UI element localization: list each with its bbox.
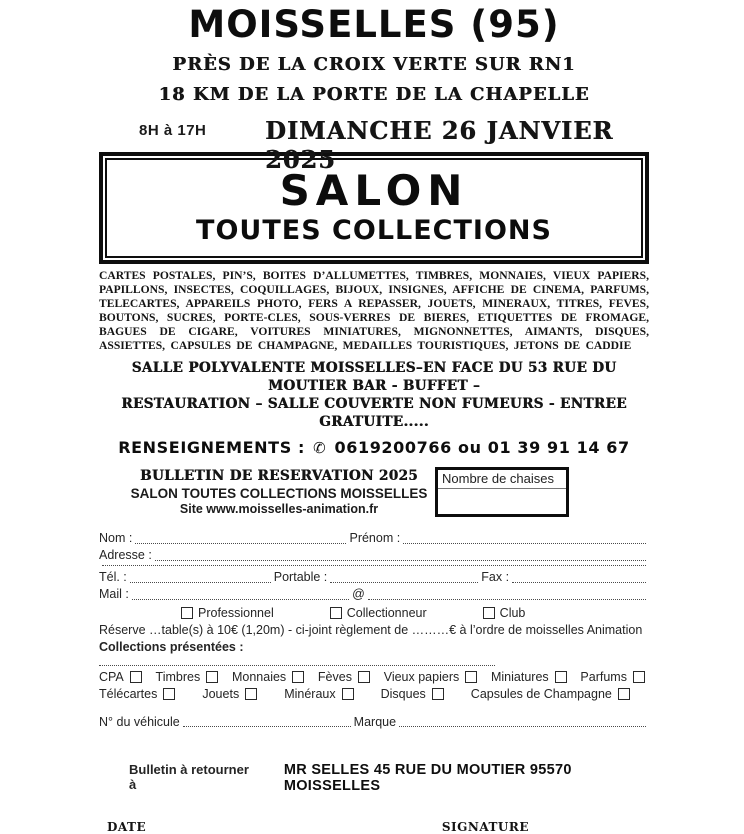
club-option: [483, 605, 526, 621]
cpa-option: [99, 669, 142, 686]
opening-hours: 8H à 17H: [139, 122, 207, 139]
signature-row: [99, 820, 649, 834]
telephone-icon: ✆: [313, 439, 327, 458]
date-label: DATE: [107, 820, 147, 834]
vieux-papiers-option: [384, 669, 478, 686]
collections-fill-line: [99, 656, 495, 666]
dotted-fill-line: [330, 581, 478, 583]
vieux-papiers-checkbox[interactable]: [465, 671, 477, 683]
form-row: [99, 530, 649, 547]
vieux-papiers-label: Vieux papiers: [383, 669, 460, 684]
event-date: DIMANCHE 26 JANVIER 2025: [265, 116, 614, 174]
t-l-cartes-label: Télécartes: [99, 686, 158, 701]
miniatures-checkbox[interactable]: [555, 671, 567, 683]
timbres-label: Timbres: [155, 669, 201, 684]
t-l-cartes-option: [99, 686, 175, 703]
professionnel-option: [181, 605, 274, 621]
bulletin-subtitle: SALON TOUTES COLLECTIONS MOISSELLES: [130, 486, 428, 502]
jouets-option: [202, 686, 257, 703]
parfums-option: [580, 669, 645, 686]
banner-title: SALON: [279, 166, 469, 215]
collectionneur-checkbox[interactable]: [330, 607, 342, 619]
dotted-fill-line: [512, 581, 646, 583]
location-subtitle-1: PRÈS DE LA CROIX VERTE SUR RN1: [172, 54, 576, 75]
form-field-label: Marque: [353, 714, 397, 729]
professionnel-label: Professionnel: [198, 605, 274, 620]
capsules-de-champagne-checkbox[interactable]: [618, 688, 630, 700]
timbres-checkbox[interactable]: [206, 671, 218, 683]
parfums-checkbox[interactable]: [633, 671, 645, 683]
chairs-count-label: Nombre de chaises: [438, 470, 566, 489]
jouets-label: Jouets: [202, 686, 240, 701]
disques-label: Disques: [380, 686, 426, 701]
reservation-form: [99, 530, 649, 834]
dotted-fill-line: [130, 581, 271, 583]
form-field-label: Portable :: [273, 570, 328, 585]
dotted-fill-line: [135, 542, 346, 544]
collections-checkbox-row-2: [99, 686, 649, 703]
cpa-checkbox[interactable]: [130, 671, 142, 683]
form-row: [99, 714, 649, 731]
timbres-option: [156, 669, 219, 686]
min-raux-label: Minéraux: [284, 686, 336, 701]
categories-paragraph: CARTES POSTALES, PIN’S, BOITES D’ALLUMETTES, TIMBRES, MONNAIES, VIEUX PAPIERS, PAPILLONS, INSECTES, COQUILLAGES, BIJOUX, INSIGNES, AFFICHE DE CINEMA, PARFUMS, TELECARTES, APPAREILS PHOTO, FERS A REPASSER, JOUETS, MINERAUX, TITRES, FEVES, BOUTONS, SUCRES, PORTE-CLES, SOUS-VERRES DE BIERES, ETIQUETTES DE FROMAGE, BAGUES DE CIGARE, VOITURES MINIATURES, MIGNONNETTES, AIMANTS, DISQUES, ASSIETTES, CAPSULES DE CHAMPAGNE, MEDAILLES TOURISTIQUES, JETONS DE CADDIE: [99, 269, 649, 352]
dotted-fill-line: [399, 725, 646, 727]
flyer-document: [99, 4, 649, 834]
return-instructions: [129, 762, 649, 794]
disques-option: [381, 686, 444, 703]
dotted-fill-line: [403, 542, 646, 544]
time-date-row: [99, 114, 649, 174]
disques-checkbox[interactable]: [432, 688, 444, 700]
min-raux-option: [284, 686, 353, 703]
miniatures-option: [491, 669, 567, 686]
dotted-fill-line: [155, 559, 646, 561]
club-label: Club: [499, 605, 526, 620]
website-link[interactable]: Site www.moisselles-animation.fr: [179, 502, 379, 517]
form-field-label: N° du véhicule: [99, 714, 180, 729]
return-label: Bulletin à retourner à: [129, 762, 249, 793]
cpa-label: CPA: [99, 669, 124, 684]
miniatures-label: Miniatures: [490, 669, 549, 684]
reserve-line: Réserve …table(s) à 10€ (1,20m) - ci-joint règlement de ………€ à l’ordre de moisselles Animation: [99, 622, 643, 637]
f-ves-label: Fèves: [317, 669, 352, 684]
form-field-label: Mail :: [99, 586, 129, 601]
form-row: [99, 547, 649, 564]
signature-label: SIGNATURE: [441, 820, 529, 834]
form-row: [99, 586, 649, 603]
collectionneur-option: [330, 605, 427, 621]
page-title: MOISSELLES (95): [188, 3, 560, 46]
f-ves-checkbox[interactable]: [358, 671, 370, 683]
capsules-de-champagne-option: [471, 686, 630, 703]
jouets-checkbox[interactable]: [245, 688, 257, 700]
venue-line-1: SALLE POLYVALENTE MOISSELLES–EN FACE DU 53 RUE DU MOUTIER BAR - BUFFET –: [131, 360, 617, 395]
contact-label: RENSEIGNEMENTS :: [118, 438, 305, 458]
venue-line-2: RESTAURATION – SALLE COUVERTE NON FUMEURS - ENTREE GRATUITE.....: [121, 396, 627, 431]
dotted-fill-line: [102, 564, 646, 566]
return-address: MR SELLES 45 RUE DU MOUTIER 95570 MOISSELLES: [283, 762, 572, 795]
collections-presented-label: Collections présentées :: [99, 639, 244, 654]
collections-checkbox-row-1: [99, 669, 649, 686]
banner-subtitle: TOUTES COLLECTIONS: [196, 215, 552, 246]
location-subtitle-2: 18 KM DE LA PORTE DE LA CHAPELLE: [158, 84, 590, 105]
form-field-label: @: [352, 586, 365, 601]
bulletin-header-row: [99, 469, 649, 527]
exhibitor-type-options: [181, 605, 649, 621]
professionnel-checkbox[interactable]: [181, 607, 193, 619]
dotted-fill-line: [132, 598, 349, 600]
f-ves-option: [318, 669, 370, 686]
contact-line: [99, 438, 649, 457]
club-checkbox[interactable]: [483, 607, 495, 619]
monnaies-checkbox[interactable]: [292, 671, 304, 683]
form-field-label: Tél. :: [99, 570, 127, 585]
collectionneur-label: Collectionneur: [346, 605, 427, 620]
chairs-count-box[interactable]: [435, 467, 569, 517]
dotted-fill-line: [368, 598, 646, 600]
bulletin-header: [119, 469, 439, 517]
form-field-label: Fax :: [481, 570, 510, 585]
form-row: [99, 569, 649, 586]
form-field-label: Adresse :: [99, 548, 152, 563]
capsules-de-champagne-label: Capsules de Champagne: [470, 686, 612, 701]
parfums-label: Parfums: [580, 669, 627, 684]
monnaies-label: Monnaies: [231, 669, 287, 684]
form-field-label: Prénom :: [349, 531, 401, 546]
min-raux-checkbox[interactable]: [342, 688, 354, 700]
dotted-fill-line: [183, 725, 351, 727]
form-fields: [99, 530, 649, 602]
form-field-label: Nom :: [99, 531, 133, 546]
contact-phones: 0619200766 ou 01 39 91 14 67: [334, 438, 630, 458]
vehicle-field-row: [99, 714, 649, 731]
bulletin-title: BULLETIN DE RESERVATION 2025: [140, 468, 418, 485]
monnaies-option: [232, 669, 304, 686]
t-l-cartes-checkbox[interactable]: [163, 688, 175, 700]
